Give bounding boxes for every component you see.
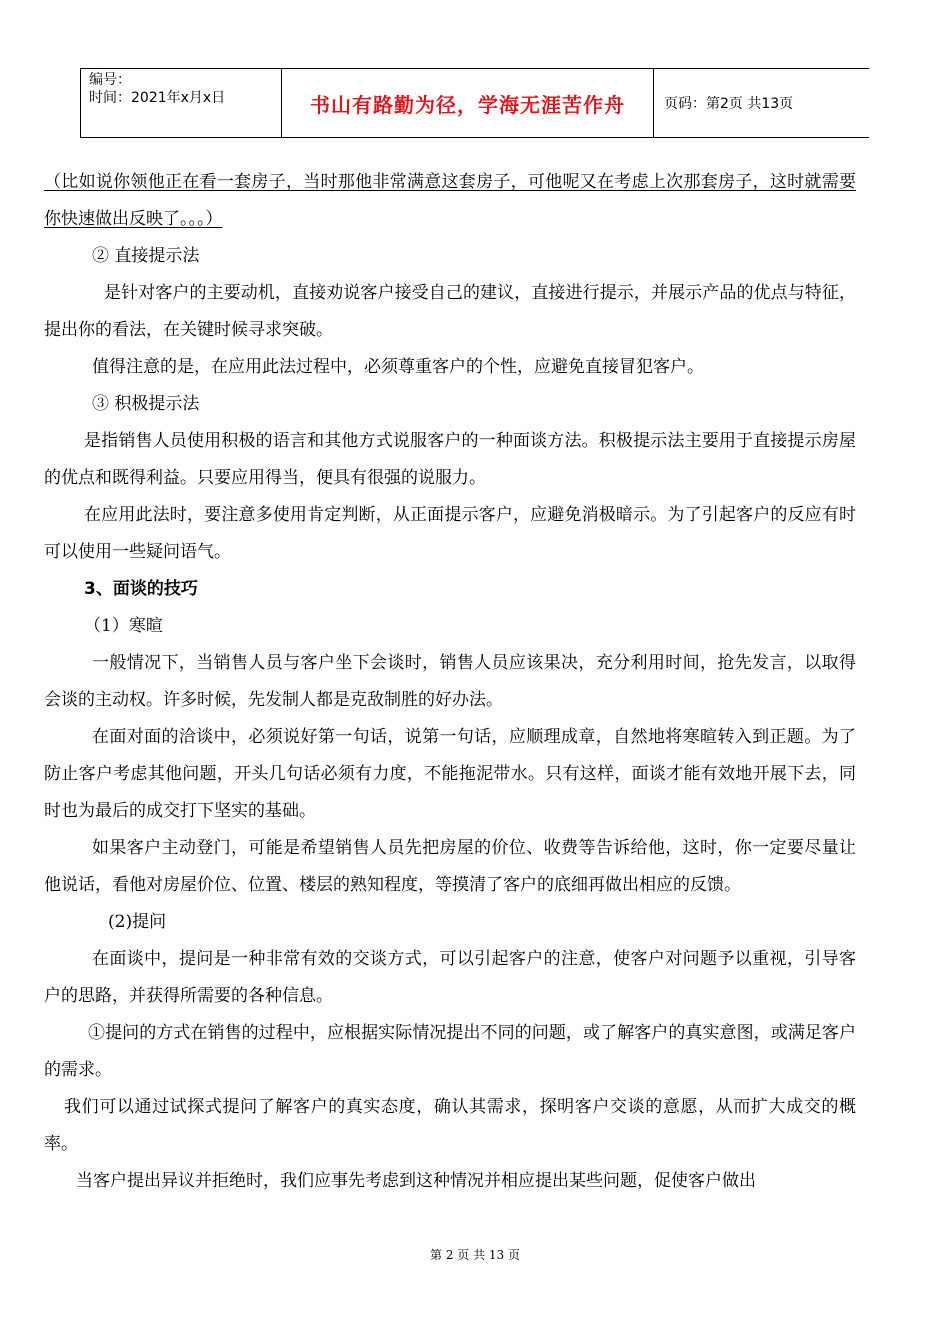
paragraph: 值得注意的是，在应用此法过程中，必须尊重客户的个性，应避免直接冒犯客户。 — [92, 357, 704, 377]
paragraph: 如果客户主动登门，可能是希望销售人员先把房屋的价位、收费等告诉给他，这时，你一定要尽量让他说话，看他对房屋价位、位置、楼层的熟知程度，等摸清了客户的底细再做出相应的反馈。 — [44, 838, 856, 895]
example-paragraph: （比如说你领他正在看一套房子，当时那他非常满意这套房子，可他呢又在考虑上次那套房子，这时就需要你快速做出反映了。。。） — [44, 172, 856, 229]
document-body — [44, 164, 856, 1200]
paragraph: ①提问的方式在销售的过程中，应根据实际情况提出不同的问题，或了解客户的真实意图，或满足客户的需求。 — [44, 1023, 856, 1080]
paragraph: 是指销售人员使用积极的语言和其他方式说服客户的一种面谈方法。积极提示法主要用于直接提示房屋的优点和既得利益。只要应用得当，便具有很强的说服力。 — [44, 431, 856, 488]
document-date: 时间：2021年x月x日 — [89, 90, 226, 106]
paragraph: 在面对面的洽谈中，必须说好第一句话，说第一句话，应顺理成章，自然地将寒暄转入到正题。为了防止客户考虑其他问题，开头几句话必须有力度，不能拖泥带水。只有这样，面谈才能有效地开展下去，同时也为最后的成交打下坚实的基础。 — [44, 727, 856, 821]
section-heading-interview-skills: 3、面谈的技巧 — [84, 579, 198, 599]
subsection-heading-questioning: (2)提问 — [108, 912, 167, 932]
paragraph: 是针对客户的主要动机，直接劝说客户接受自己的建议，直接进行提示，并展示产品的优点与特征，提出你的看法，在关键时候寻求突破。 — [44, 283, 856, 340]
section-heading-direct-hint: ② 直接提示法 — [92, 246, 200, 266]
section-heading-positive-hint: ③ 积极提示法 — [92, 394, 200, 414]
paragraph: 在应用此法时，要注意多使用肯定判断，从正面提示客户，应避免消极暗示。为了引起客户的反应有时可以使用一些疑问语气。 — [44, 505, 856, 562]
subsection-heading-greeting: （1）寒暄 — [84, 616, 163, 636]
document-number-label: 编号： — [89, 72, 131, 88]
paragraph: 在面谈中，提问是一种非常有效的交谈方式，可以引起客户的注意，使客户对问题予以重视，引导客户的思路，并获得所需要的各种信息。 — [44, 949, 856, 1006]
paragraph: 一般情况下，当销售人员与客户坐下会谈时，销售人员应该果决，充分利用时间，抢先发言，以取得会谈的主动权。许多时候，先发制人都是克敌制胜的好办法。 — [44, 653, 856, 710]
page-footer: 第 2 页 共 13 页 — [430, 1248, 520, 1262]
header-meta — [80, 69, 281, 137]
header-page-info: 页码：第2页 共13页 — [664, 96, 794, 112]
header-motto: 书山有路勤为径，学海无涯苦作舟 — [281, 69, 654, 137]
paragraph: 当客户提出异议并拒绝时，我们应事先考虑到这种情况并相应提出某些问题，促使客户做出 — [76, 1171, 756, 1191]
page-header — [80, 68, 869, 138]
paragraph: 我们可以通过试探式提问了解客户的真实态度，确认其需求，探明客户交谈的意愿，从而扩大成交的概率。 — [44, 1097, 856, 1154]
